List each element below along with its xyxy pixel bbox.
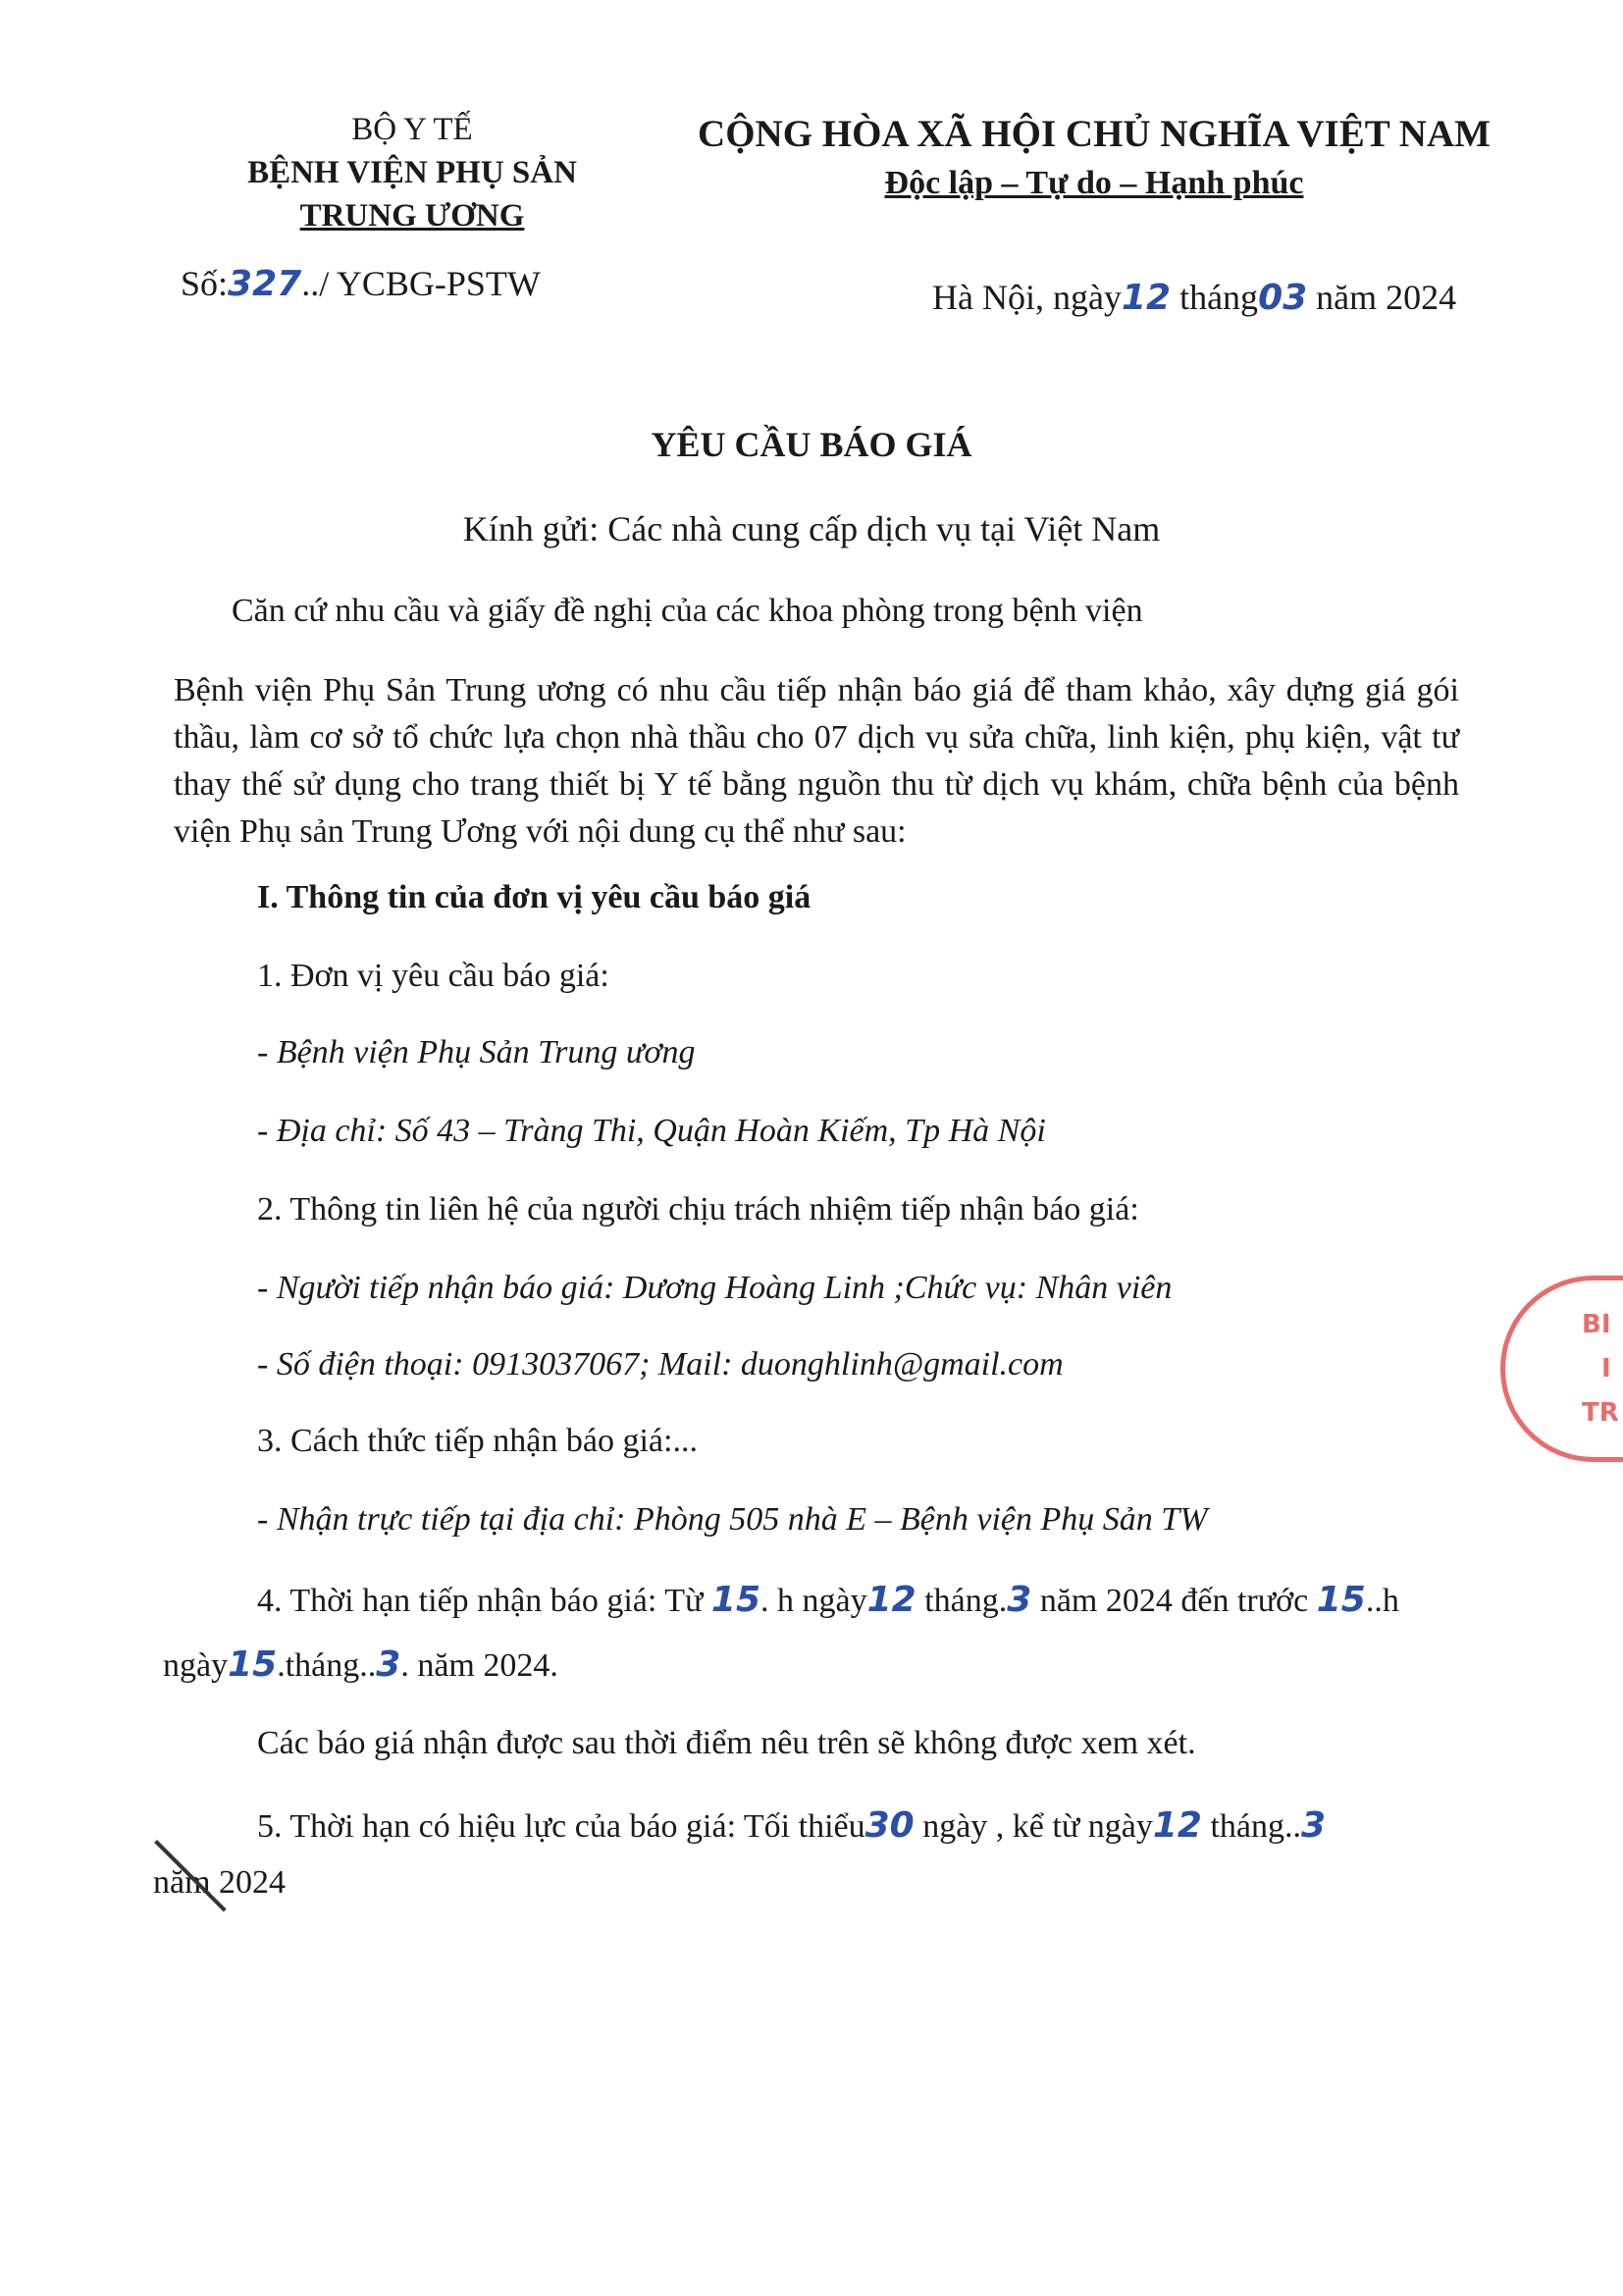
item4-text-c: tháng. [916,1583,1008,1619]
item4-text-h: . năm 2024. [400,1647,558,1684]
item4-text-d: năm 2024 đến trước [1031,1583,1317,1619]
date-month: 03 [1258,278,1308,318]
basis-line: Căn cứ nhu cầu và giấy đề nghị của các khoa phòng trong bệnh viện [232,593,1143,629]
unit-address: - Địa chỉ: Số 43 – Tràng Thi, Quận Hoàn Kiếm, Tp Hà Nội [257,1113,1046,1149]
reference-suffix: ../ YCBG-PSTW [301,264,541,303]
stamp-text-2: I [1601,1354,1611,1383]
item4-text-b: . h ngày [760,1583,867,1619]
validity-days-handwritten: 30 [864,1805,915,1846]
reference-handwritten-number: 327 [228,264,302,304]
item4-text-g: .tháng.. [277,1647,377,1684]
to-hour-handwritten: 15 [1316,1580,1366,1620]
hospital-name-line1: BỆNH VIỆN PHỤ SẢN [247,155,577,190]
ministry-name: BỘ Y TẾ [351,112,473,147]
recipient-line: Kính gửi: Các nhà cung cấp dịch vụ tại Việt Nam [462,509,1161,548]
item5-line2: năm 2024 [153,1864,287,1901]
item5-line1 [257,1805,1326,1846]
section-heading: I. Thông tin của đơn vị yêu cầu báo giá [257,879,812,915]
national-header [677,110,1511,208]
receiver-info: - Người tiếp nhận báo giá: Dương Hoàng Linh ;Chức vụ: Nhân viên [257,1270,1173,1306]
from-hour-handwritten: 15 [710,1580,761,1620]
issue-date [932,277,1456,318]
item4-text-e: ..h [1365,1583,1399,1619]
organization-header [147,108,677,237]
national-motto: Độc lập – Tự do – Hạnh phúc [884,165,1304,201]
item4-line2 [163,1644,558,1685]
hospital-name-line2: TRUNG ƯƠNG [299,198,525,234]
validity-day-handwritten: 12 [1152,1805,1202,1846]
from-month-handwritten: 3 [1007,1580,1032,1620]
from-day-handwritten: 12 [866,1580,916,1620]
item4-text-f: ngày [163,1647,229,1684]
nation-title: CỘNG HÒA XÃ HỘI CHỦ NGHĨA VIỆT NAM [698,113,1491,155]
stamp-text-3: TR [1582,1398,1619,1428]
reference-number [181,263,541,304]
item5-text-c: tháng.. [1201,1808,1302,1845]
item4-line1 [257,1580,1399,1620]
document-title: YÊU CẦU BÁO GIÁ [651,425,972,464]
item3-label: 3. Cách thức tiếp nhận báo giá:... [257,1423,698,1459]
receive-method: - Nhận trực tiếp tại địa chỉ: Phòng 505 nhà E – Bệnh viện Phụ Sản TW [257,1501,1208,1538]
reference-prefix: Số: [181,264,229,303]
to-day-handwritten: 15 [228,1644,278,1685]
item5-text-a: 5. Thời hạn có hiệu lực của báo giá: Tối thiểu [257,1808,865,1845]
date-day: 12 [1121,278,1172,318]
item5-text-b: ngày , kể từ ngày [914,1808,1153,1845]
date-place: Hà Nội, ngày [932,278,1122,317]
date-year: năm 2024 [1316,278,1457,317]
item1-label: 1. Đơn vị yêu cầu báo giá: [257,958,609,994]
phone-mail: - Số điện thoại: 0913037067; Mail: duonghlinh@gmail.com [257,1346,1064,1383]
item4-text-a: 4. Thời hạn tiếp nhận báo giá: Từ [257,1583,704,1619]
intro-paragraph: Bệnh viện Phụ Sản Trung ương có nhu cầu tiếp nhận báo giá để tham khảo, xây dựng giá gói thầu, làm cơ sở tổ chức lựa chọn nhà thầu cho 07 dịch vụ sửa chữa, linh kiện, phụ kiện, vật tư thay thế sử dụng cho trang thiết bị Y tế bằng nguồn thu từ dịch vụ khám, chữa bệnh của bệnh viện Phụ sản Trung Ương với nội dung cụ thể như sau: [174,672,1459,850]
late-note: Các báo giá nhận được sau thời điểm nêu trên sẽ không được xem xét. [257,1725,1196,1761]
official-stamp [1500,1276,1623,1462]
item2-label: 2. Thông tin liên hệ của người chịu trách nhiệm tiếp nhận báo giá: [257,1191,1139,1227]
unit-name: - Bệnh viện Phụ Sản Trung ương [257,1034,696,1070]
date-month-label: tháng [1179,278,1259,317]
validity-month-handwritten: 3 [1301,1805,1327,1846]
stamp-text-1: BI [1582,1310,1611,1339]
to-month-handwritten: 3 [376,1644,401,1685]
